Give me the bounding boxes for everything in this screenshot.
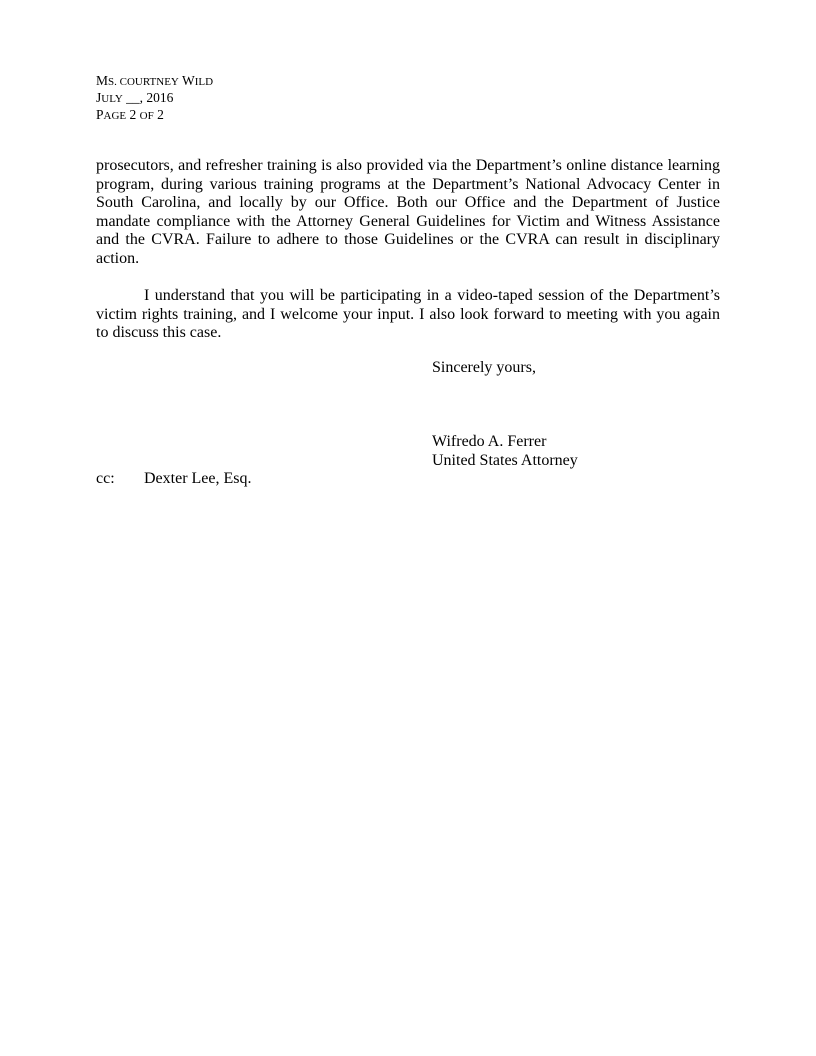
- header-date: JULY __, 2016: [96, 90, 174, 105]
- header-recipient: MS. COURTNEY WILD: [96, 73, 214, 88]
- signer-name: Wifredo A. Ferrer: [432, 433, 547, 450]
- cc-line: [96, 470, 252, 489]
- body-paragraph-1: prosecutors, and refresher training is also provided via the Department’s online distance learning program, during various training programs at the Department’s National Advocacy Center in South Carolina, and locally by our Office. Both our Office and the Department of Justice mandate compliance with the Attorney General Guidelines for Victim and Witness Assistance and the CVRA. Failure to adhere to those Guidelines or the CVRA can result in disciplinary action.: [96, 157, 720, 267]
- page-header: [96, 73, 213, 124]
- closing-salutation: Sincerely yours,: [432, 359, 536, 376]
- signer-title: United States Attorney: [432, 451, 578, 469]
- cc-label: cc:: [96, 470, 115, 487]
- body-paragraph-2: I understand that you will be participating in a video-taped session of the Department’s victim rights training, and I welcome your input. I also look forward to meeting with you again to discuss this case.: [96, 287, 720, 342]
- cc-recipient: Dexter Lee, Esq.: [144, 470, 252, 487]
- signature-block: [432, 433, 578, 470]
- header-page-number: PAGE 2 OF 2: [96, 107, 164, 122]
